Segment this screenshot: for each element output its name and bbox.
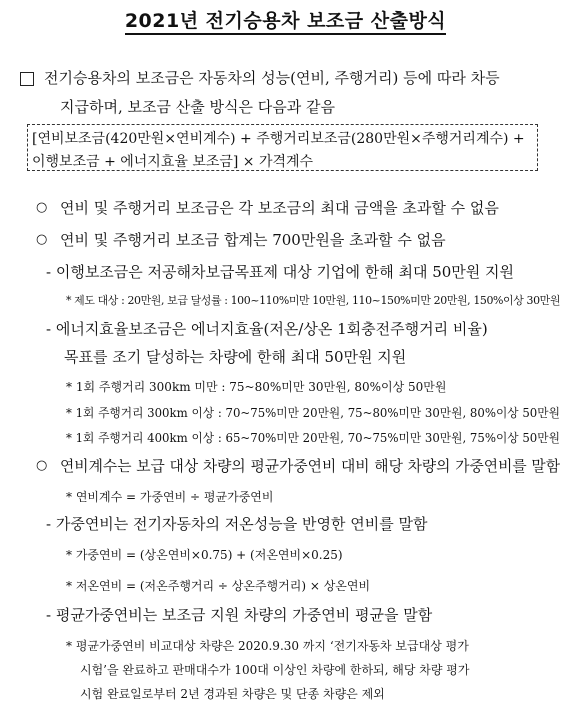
note-comparison-1: * 평균가중연비 비교대상 차량은 2020.9.30 까지 ‘전기자동차 보급대상 평가: [66, 639, 469, 653]
note-range-over-300: * 1회 주행거리 300km 이상 : 70~75%미만 20만원, 75~80%미만 30만원, 80%이상 50만원: [66, 406, 560, 420]
note-compliance-amounts: * 제도 대상 : 20만원, 보급 달성률 : 100~110%미만 10만원, 110~150%미만 20만원, 150%이상 30만원: [66, 294, 561, 307]
formula-line-2: 이행보조금 + 에너지효율 보조금] × 가격계수: [32, 154, 314, 170]
circle-bullet-icon: ○: [36, 232, 48, 247]
item-fuel-range-cap: 연비 및 주행거리 보조금은 각 보조금의 최대 금액을 초과할 수 없음: [60, 199, 499, 217]
note-range-over-400: * 1회 주행거리 400km 이상 : 65~70%미만 20만원, 70~75%미만 30만원, 75%이상 50만원: [66, 431, 560, 445]
item-efficiency-subsidy-2: 목표를 조기 달성하는 차량에 한해 최대 50만원 지원: [64, 348, 407, 366]
note-comparison-2: 시험’을 완료하고 판매대수가 100대 이상인 차량에 한하되, 해당 차량 평가: [80, 663, 470, 677]
note-range-under-300: * 1회 주행거리 300km 미만 : 75~80%미만 30만원, 80%이상 50만원: [66, 380, 447, 394]
intro-line-2: 지급하며, 보조금 산출 방식은 다음과 같음: [60, 98, 335, 116]
checkbox-square-icon: [20, 72, 34, 86]
circle-bullet-icon: ○: [36, 458, 48, 473]
item-average-weighted: - 평균가중연비는 보조금 지원 차량의 가중연비 평균을 말함: [46, 606, 433, 624]
note-comparison-3: 시험 완료일로부터 2년 경과된 차량은 및 단종 차량은 제외: [80, 687, 385, 701]
page-title: [0, 6, 571, 33]
formula-line-1: [연비보조금(420만원×연비계수) + 주행거리보조금(280만원×주행거리계수) +: [32, 131, 525, 147]
circle-bullet-icon: ○: [36, 200, 48, 215]
note-weighted-formula: * 가중연비 = (상온연비×0.75) + (저온연비×0.25): [66, 548, 343, 562]
item-compliance-subsidy: - 이행보조금은 저공해차보급목표제 대상 기업에 한해 최대 50만원 지원: [46, 263, 515, 281]
item-efficiency-subsidy-1: - 에너지효율보조금은 에너지효율(저온/상온 1회충전주행거리 비율): [46, 320, 488, 338]
note-coefficient-formula: * 연비계수 = 가중연비 ÷ 평균가중연비: [66, 490, 274, 504]
item-weighted-efficiency: - 가중연비는 전기자동차의 저온성능을 반영한 연비를 말함: [46, 515, 428, 533]
note-low-temp-formula: * 저온연비 = (저온주행거리 ÷ 상온주행거리) × 상온연비: [66, 579, 371, 593]
intro-line-1: 전기승용차의 보조금은 자동차의 성능(연비, 주행거리) 등에 따라 차등: [44, 69, 500, 87]
page-title-text: 2021년 전기승용차 보조금 산출방식: [125, 10, 446, 35]
item-efficiency-coefficient: 연비계수는 보급 대상 차량의 평균가중연비 대비 해당 차량의 가중연비를 말함: [60, 457, 561, 475]
item-total-cap: 연비 및 주행거리 보조금 합계는 700만원을 초과할 수 없음: [60, 231, 446, 249]
